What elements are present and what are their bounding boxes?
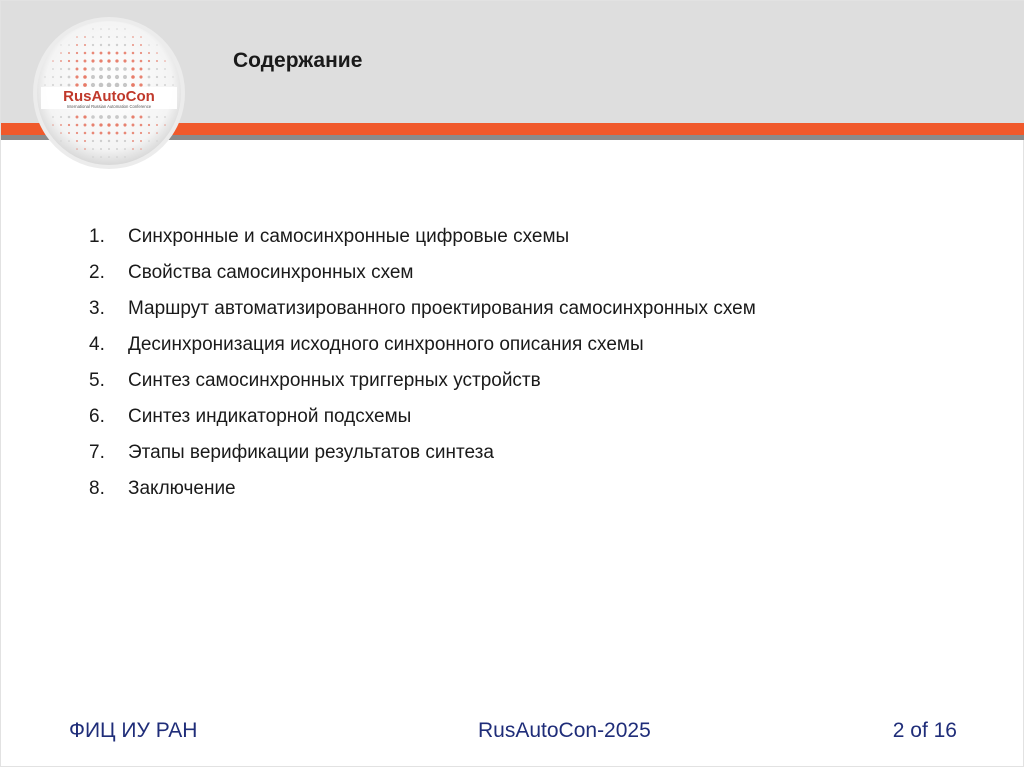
list-item-number: 8. (89, 478, 105, 499)
list-item-number: 7. (89, 442, 105, 463)
list-item-number: 5. (89, 370, 105, 391)
list-item (89, 367, 756, 403)
list-item (89, 475, 756, 511)
list-item-text: Синхронные и самосинхронные цифровые схемы (128, 226, 570, 247)
list-item (89, 331, 756, 367)
footer-conference: RusAutoCon-2025 (478, 719, 651, 742)
footer-page-number: 2 of 16 (892, 719, 957, 742)
list-item (89, 439, 756, 475)
list-item-number: 2. (89, 262, 105, 283)
list-item (89, 259, 756, 295)
list-item-number: 3. (89, 298, 105, 319)
svg-text:RusAutoCon: RusAutoCon (63, 88, 155, 105)
slide-title: Содержание (233, 49, 363, 72)
list-item-text: Свойства самосинхронных схем (128, 262, 414, 283)
list-item-text: Заключение (128, 478, 236, 499)
rusautocon-logo (31, 15, 187, 171)
list-item-text: Десинхронизация исходного синхронного описания схемы (128, 334, 644, 355)
list-item (89, 295, 756, 331)
list-item-text: Синтез самосинхронных триггерных устройств (128, 370, 541, 391)
list-item-text: Синтез индикаторной подсхемы (128, 406, 412, 427)
list-item (89, 403, 756, 439)
list-item-text: Маршрут автоматизированного проектирования самосинхронных схем (128, 298, 756, 319)
contents-list (89, 223, 756, 511)
list-item (89, 223, 756, 259)
list-item-number: 6. (89, 406, 105, 427)
list-item-text: Этапы верификации результатов синтеза (128, 442, 494, 463)
svg-text:International Russian Automati: International Russian Automation Conference (66, 104, 152, 109)
footer-organization: ФИЦ ИУ РАН (69, 719, 198, 742)
list-item-number: 1. (89, 226, 105, 247)
list-item-number: 4. (89, 334, 105, 355)
